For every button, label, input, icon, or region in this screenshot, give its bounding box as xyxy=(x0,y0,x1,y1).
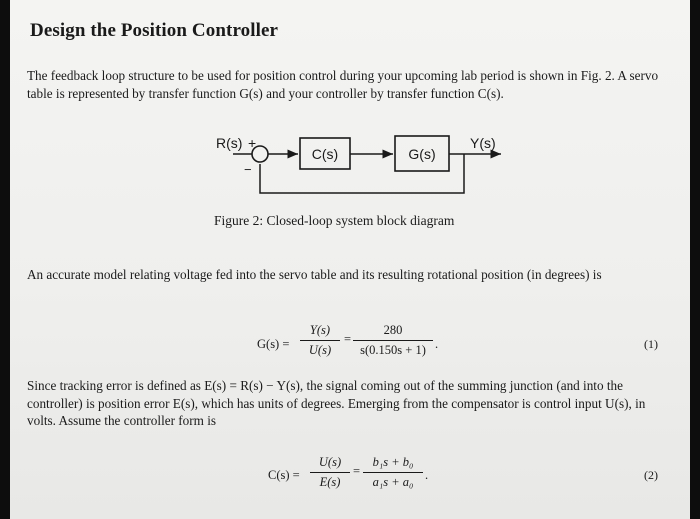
block-diagram xyxy=(10,0,690,210)
eq2-equals: = xyxy=(353,464,361,478)
eq2-frac2-denominator: a₁s + a₀ xyxy=(372,475,414,489)
eq1-number: (1) xyxy=(644,337,658,351)
eq1-frac1-denominator: U(s) xyxy=(308,343,332,357)
eq2-lhs: C(s) = xyxy=(268,468,300,482)
error-paragraph: Since tracking error is defined as E(s) = R(s) − Y(s), the signal coming out of the summing junction (and into the controller) is position error E(s), which has units of degrees. Emerging from the compensator is control input U(s), in volts. Assume the controller form is xyxy=(27,378,646,428)
plus-sign: + xyxy=(248,135,257,151)
eq1-period: . xyxy=(435,337,439,351)
output-label: Y(s) xyxy=(470,135,496,151)
eq2-frac1-bar xyxy=(310,472,350,473)
eq2-frac2-numerator: b₁s + b₀ xyxy=(372,455,414,469)
eq1-frac1-bar xyxy=(300,340,340,341)
intro-paragraph: The feedback loop structure to be used for position control during your upcoming lab period is shown in Fig. 2. A servo table is represented by transfer function G(s) and your controller by transfer function C(s). xyxy=(27,68,659,101)
eq2-number: (2) xyxy=(644,468,658,482)
plant-label: G(s) xyxy=(408,146,436,162)
eq2-frac1-denominator: E(s) xyxy=(319,475,341,489)
eq1-frac1-numerator: Y(s) xyxy=(309,323,331,337)
eq1-lhs: G(s) = xyxy=(257,337,290,351)
model-paragraph: An accurate model relating voltage fed into the servo table and its resulting rotational position (in degrees) is xyxy=(27,267,602,282)
eq1-frac2-bar xyxy=(353,340,433,341)
page-title: Design the Position Controller xyxy=(30,20,279,41)
document-page xyxy=(10,0,690,519)
figure-caption: Figure 2: Closed-loop system block diagram xyxy=(214,213,455,228)
eq2-frac2-bar xyxy=(363,472,423,473)
controller-label: C(s) xyxy=(311,146,339,162)
minus-sign: − xyxy=(244,162,252,177)
eq1-equals: = xyxy=(344,332,352,346)
eq1-frac2-numerator: 280 xyxy=(383,323,403,337)
input-label: R(s) xyxy=(216,135,243,151)
eq2-frac1-numerator: U(s) xyxy=(318,455,342,469)
eq1-frac2-denominator: s(0.150s + 1) xyxy=(360,343,426,357)
eq2-period: . xyxy=(425,468,429,482)
